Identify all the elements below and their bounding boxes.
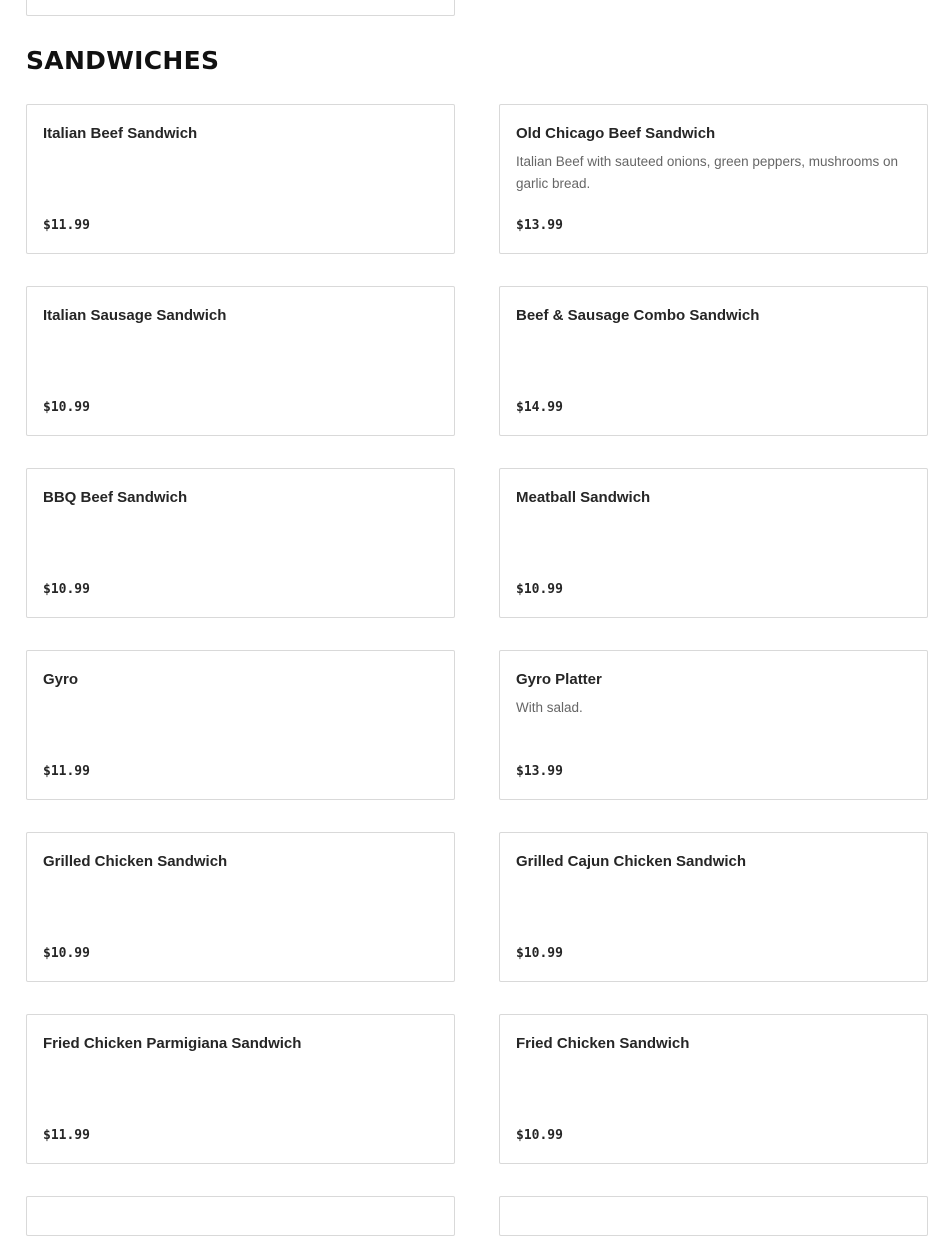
- menu-item-card[interactable]: [26, 650, 455, 800]
- menu-item-name: Italian Beef Sandwich: [43, 125, 198, 142]
- menu-item-price: $11.99: [43, 1128, 90, 1143]
- menu-item-price: $13.99: [516, 764, 563, 779]
- menu-item-card[interactable]: [499, 468, 928, 618]
- menu-item-card[interactable]: [499, 1014, 928, 1164]
- menu-item-card[interactable]: [499, 286, 928, 436]
- menu-item-card[interactable]: [499, 832, 928, 982]
- menu-item-card-partial[interactable]: [26, 0, 455, 16]
- menu-item-card[interactable]: [26, 1014, 455, 1164]
- menu-item-name: Fried Chicken Sandwich: [516, 1035, 690, 1052]
- menu-item-card[interactable]: [26, 104, 455, 254]
- menu-item-price: $11.99: [43, 218, 90, 233]
- menu-item-name: Grilled Chicken Sandwich: [43, 853, 228, 870]
- menu-item-description: With salad.: [516, 700, 583, 715]
- menu-item-card[interactable]: [26, 468, 455, 618]
- menu-item-name: Beef & Sausage Combo Sandwich: [516, 307, 760, 324]
- menu-item-name: Fried Chicken Parmigiana Sandwich: [43, 1035, 302, 1052]
- menu-item-name: Meatball Sandwich: [516, 489, 651, 506]
- menu-item-price: $10.99: [516, 1128, 563, 1143]
- menu-item-name: Gyro Platter: [516, 671, 602, 688]
- menu-item-card[interactable]: [499, 104, 928, 254]
- menu-item-price: $10.99: [516, 582, 563, 597]
- menu-item-name: Italian Sausage Sandwich: [43, 307, 227, 324]
- menu-item-card-partial[interactable]: [26, 1196, 455, 1236]
- menu-item-description: Italian Beef with sauteed onions, green peppers, mushrooms on garlic bread.: [516, 154, 898, 191]
- menu-item-price: $11.99: [43, 764, 90, 779]
- menu-item-price: $10.99: [516, 946, 563, 961]
- menu-item-card[interactable]: [26, 832, 455, 982]
- menu-item-name: Old Chicago Beef Sandwich: [516, 125, 716, 142]
- menu-item-name: BBQ Beef Sandwich: [43, 489, 188, 506]
- menu-item-price: $10.99: [43, 946, 90, 961]
- menu-item-card[interactable]: [499, 650, 928, 800]
- menu-item-name: Gyro: [43, 671, 79, 688]
- menu-item-price: $13.99: [516, 218, 563, 233]
- section-title: SANDWICHES: [26, 46, 220, 75]
- menu-item-price: $10.99: [43, 400, 90, 415]
- menu-item-price: $14.99: [516, 400, 563, 415]
- menu-item-price: $10.99: [43, 582, 90, 597]
- menu-item-name: Grilled Cajun Chicken Sandwich: [516, 853, 747, 870]
- menu-item-card-partial[interactable]: [499, 1196, 928, 1236]
- menu-item-card[interactable]: [26, 286, 455, 436]
